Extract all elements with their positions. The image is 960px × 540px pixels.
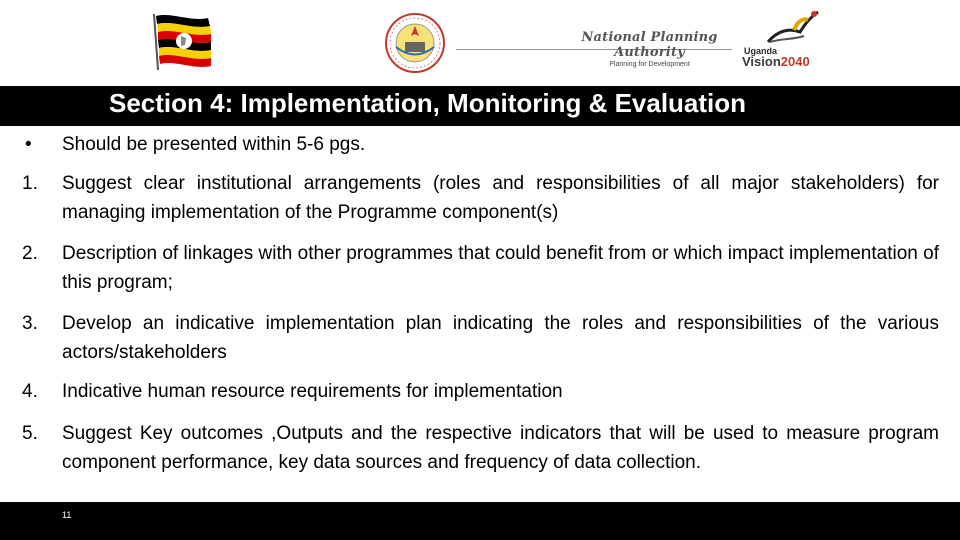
list-item-text: Indicative human resource requirements for implementation — [62, 381, 563, 402]
slide-title: Section 4: Implementation, Monitoring & Evaluation — [109, 88, 747, 118]
list-item-text: Suggest Key outcomes ,Outputs and the respective indicators that will be used to measure program component performance, key data sources and frequency of data collection. — [62, 423, 939, 473]
list-item-text: Description of linkages with other programmes that could benefit from or which impact implementation of this program; — [62, 243, 939, 293]
uganda-flag-icon — [150, 12, 212, 72]
list-marker: 3. — [22, 313, 38, 334]
list-marker: 4. — [22, 381, 38, 402]
list-marker: 1. — [22, 173, 38, 194]
vision-2040-logo — [740, 8, 820, 68]
list-marker: 5. — [22, 423, 38, 444]
npa-name: National Planning Authority — [581, 30, 718, 60]
list-item-text: Suggest clear institutional arrangements (roles and responsibilities of all major stakeholders) for managing implementation of the Programme component(s) — [62, 173, 939, 223]
page-number: 11 — [62, 510, 72, 520]
npa-seal-icon — [379, 12, 451, 74]
crested-crane-icon — [764, 8, 820, 48]
npa-tagline: Planning for Development — [609, 61, 690, 68]
npa-logo — [562, 30, 737, 68]
list-marker: • — [25, 134, 32, 155]
vision-word: Vision — [742, 54, 781, 69]
vision-year: 2040 — [780, 54, 810, 69]
list-item-text: Should be presented within 5-6 pgs. — [62, 134, 366, 155]
list-item-text: Develop an indicative implementation plan indicating the roles and responsibilities of the various actors/stakeholders — [62, 313, 939, 363]
footer-bar — [0, 502, 960, 540]
vision-wordmark — [742, 54, 810, 69]
vision-country: Uganda — [744, 46, 778, 56]
list-marker: 2. — [22, 243, 38, 264]
